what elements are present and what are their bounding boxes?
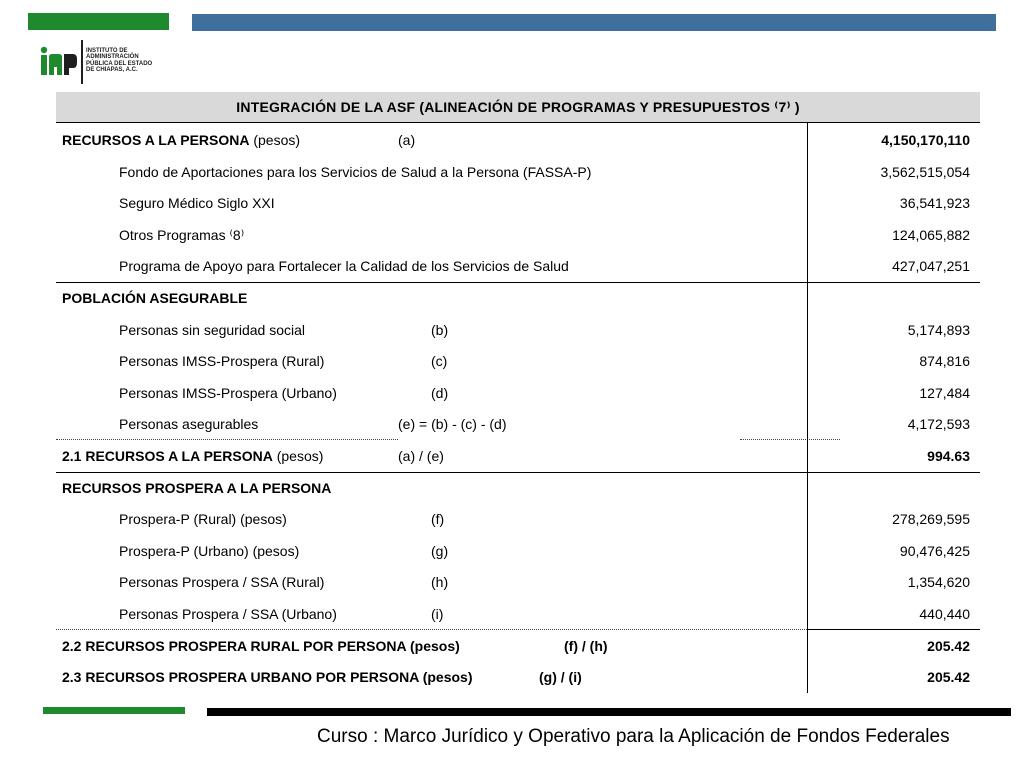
- row-value: 4,150,170,110: [881, 132, 970, 148]
- row-label-bold: 2.1 RECURSOS A LA PERSONA: [62, 448, 273, 464]
- row-formula-code: (f) / (h): [564, 637, 608, 654]
- row-value: 5,174,893: [907, 321, 970, 338]
- row-label: Personas sin seguridad social: [119, 321, 305, 338]
- row-label: Programa de Apoyo para Fortalecer la Calidad de los Servicios de Salud: [119, 258, 569, 275]
- row-value: 278,269,595: [892, 511, 970, 528]
- row-label: Personas Prospera / SSA (Rural): [119, 574, 325, 591]
- row-formula-code: (i): [431, 606, 444, 622]
- row-formula-code: (g): [431, 542, 449, 559]
- row-label: [62, 630, 460, 662]
- row-formula-code: (e) = (b) - (c) - (d): [398, 416, 507, 433]
- table-row: [56, 472, 980, 504]
- row-label: Personas Prospera / SSA (Urbano): [119, 606, 337, 622]
- bottom-green-bar: [43, 707, 185, 714]
- table-row: [56, 377, 980, 409]
- row-label: Personas IMSS-Prospera (Rural): [119, 353, 325, 370]
- course-footer: [317, 726, 950, 748]
- table-row: [56, 598, 980, 630]
- table-row: [56, 630, 980, 662]
- row-label-bold: 2.3 RECURSOS PROSPERA URBANO POR PERSONA (pesos): [62, 669, 473, 686]
- row-value: 90,476,425: [899, 542, 970, 559]
- row-value: 874,816: [919, 353, 970, 370]
- row-value: 205.42: [927, 637, 970, 654]
- row-label: Personas IMSS-Prospera (Urbano): [119, 384, 337, 401]
- row-label: [62, 124, 300, 156]
- table-row: [56, 661, 980, 693]
- subtotal-dotted-rule: [56, 439, 398, 440]
- table-row: [56, 250, 980, 282]
- row-label: [62, 472, 331, 504]
- table-row: [56, 124, 980, 156]
- row-value: 3,562,515,054: [880, 163, 970, 180]
- row-label-bold: POBLACIÓN ASEGURABLE: [62, 290, 248, 306]
- top-green-bar: [28, 13, 169, 30]
- row-formula-code: (c): [431, 353, 448, 370]
- row-label-rest: (pesos): [249, 132, 301, 148]
- iap-logo-icon: [40, 45, 78, 77]
- column-divider: [807, 122, 808, 693]
- logo-institute-name: INSTITUTO DE ADMINISTRACIÓN PÚBLICA DEL ESTADO DE CHIAPAS, A.C.: [86, 48, 153, 74]
- section-rule: [56, 282, 980, 283]
- row-label-bold: RECURSOS A LA PERSONA: [62, 132, 250, 148]
- row-label-bold: RECURSOS PROSPERA A LA PERSONA: [62, 479, 332, 496]
- row-label: Fondo de Aportaciones para los Servicios de Salud a la Persona (FASSA-P): [119, 163, 592, 180]
- row-label: Prospera-P (Urbano) (pesos): [119, 542, 300, 559]
- table-row: [56, 345, 980, 377]
- asf-integration-table: [56, 92, 980, 697]
- row-label: [62, 282, 247, 314]
- row-formula-code: (a) / (e): [398, 448, 444, 464]
- table-row: [56, 408, 980, 440]
- row-formula-code: (h): [431, 574, 449, 591]
- row-formula-code: (a): [398, 132, 416, 148]
- row-value: 440,440: [919, 606, 970, 622]
- table-row: [56, 535, 980, 567]
- row-label: [62, 440, 323, 472]
- table-row: [56, 440, 980, 472]
- logo-divider: [81, 40, 83, 84]
- row-value: 427,047,251: [892, 258, 970, 275]
- bottom-black-bar: [207, 708, 1011, 716]
- table-row: [56, 282, 980, 314]
- row-value: 1,354,620: [907, 574, 970, 591]
- table-row: [56, 156, 980, 188]
- row-value: 124,065,882: [892, 226, 970, 243]
- table-rule: [56, 122, 980, 123]
- top-blue-bar: [192, 14, 996, 31]
- subtotal-dotted-rule: [740, 439, 840, 440]
- row-label: Seguro Médico Siglo XXI: [119, 195, 275, 212]
- table-row: [56, 219, 980, 251]
- institute-logo: [40, 40, 180, 86]
- table-row: [56, 566, 980, 598]
- row-formula-code: (b): [431, 321, 449, 338]
- row-value: 36,541,923: [899, 195, 970, 212]
- row-label: [62, 661, 472, 693]
- row-label: Prospera-P (Rural) (pesos): [119, 511, 287, 528]
- row-formula-code: (g) / (i): [539, 669, 582, 686]
- table-row: [56, 314, 980, 346]
- row-label-rest: (pesos): [272, 448, 324, 464]
- subtotal-dotted-rule: [56, 629, 807, 630]
- table-title: INTEGRACIÓN DE LA ASF (ALINEACIÓN DE PROGRAMAS Y PRESUPUESTOS ⁽7⁾ ): [236, 99, 800, 115]
- row-value: 4,172,593: [907, 416, 970, 433]
- footer-prefix: Curso :: [317, 726, 384, 747]
- section-rule: [56, 472, 980, 473]
- row-formula-code: (d): [431, 384, 449, 401]
- row-label: Otros Programas ⁽8⁾: [119, 226, 245, 243]
- table-row: [56, 187, 980, 219]
- table-row: [56, 503, 980, 535]
- subtotal-rule: [807, 629, 980, 630]
- row-formula-code: (f): [431, 511, 445, 528]
- row-value: 127,484: [919, 384, 970, 401]
- row-label: Personas asegurables: [119, 416, 259, 433]
- footer-course-name: Marco Jurídico y Operativo para la Aplicación de Fondos Federales: [383, 726, 950, 747]
- row-value: 205.42: [927, 669, 970, 686]
- row-value: 994.63: [927, 448, 970, 464]
- row-label-bold: 2.2 RECURSOS PROSPERA RURAL POR PERSONA (pesos): [62, 637, 460, 654]
